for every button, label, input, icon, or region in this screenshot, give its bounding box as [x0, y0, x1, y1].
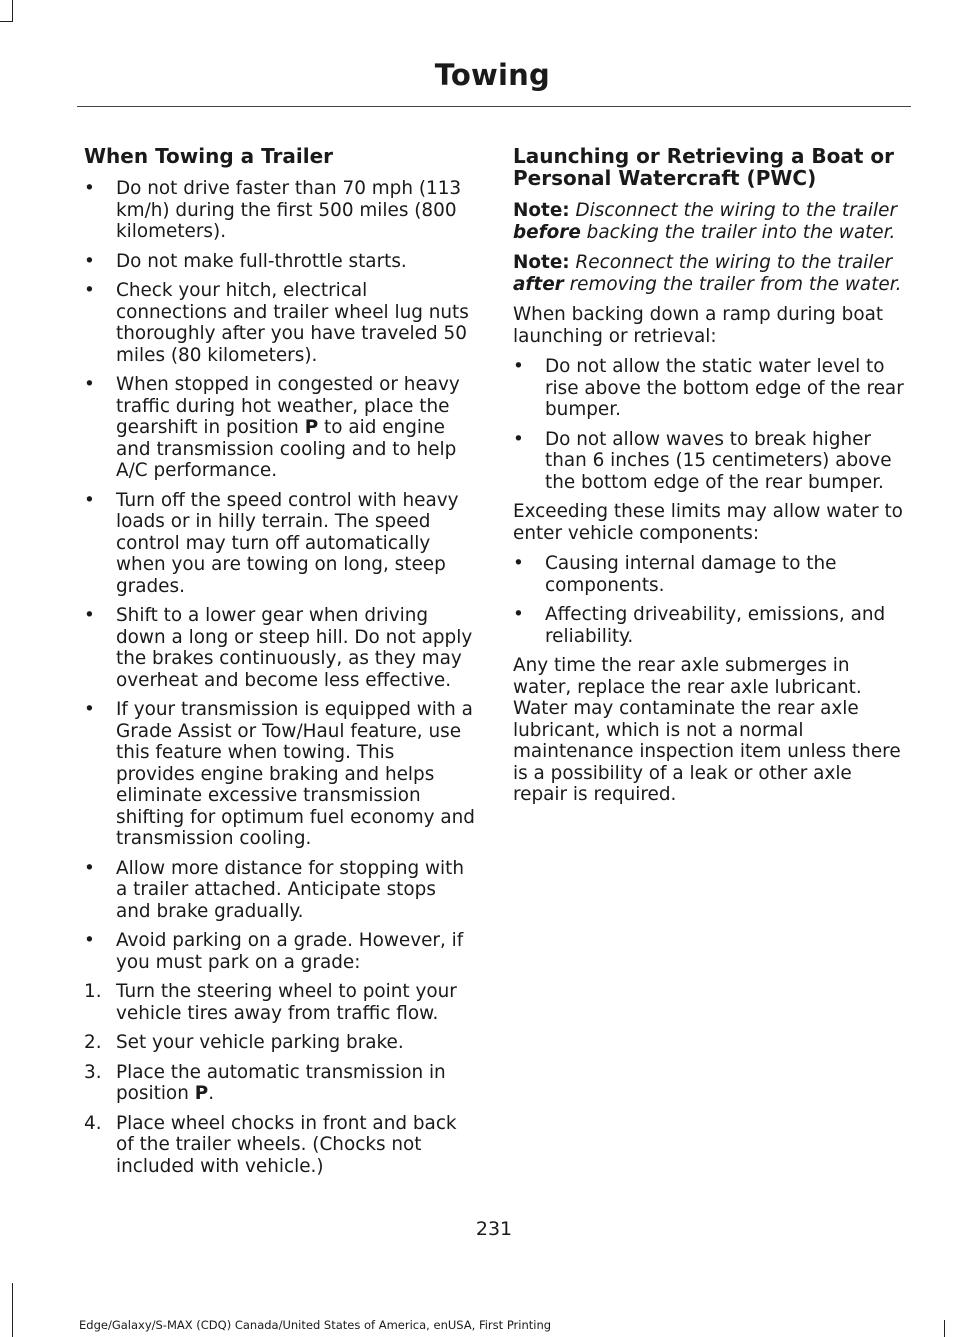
list-item: • Causing internal damage to the components. [513, 553, 837, 596]
crop-mark-top-left-vertical [12, 0, 13, 22]
ramp-intro: When backing down a ramp during boat launching or retrieval: [513, 304, 884, 347]
section-heading-boat-launch: Launching or Retrieving a Boat or Personal Watercraft (PWC) [513, 144, 895, 190]
gear-position-p: P [194, 1083, 209, 1104]
bullet-marker: • [513, 604, 524, 625]
bullet-marker: • [84, 374, 95, 395]
page-title: Towing [434, 58, 550, 92]
list-item-step-3: 3. Place the automatic transmission in position P. [84, 1061, 446, 1104]
list-item: • If your transmission is equipped with a Grade Assist or Tow/Haul feature, use this feature when towing. This provides engine braking and helps eliminate excessive transmission shifting for optimum fuel economy and transmission cooling. [84, 699, 475, 849]
list-item-step-4: 4. Place wheel chocks in front and back of the trailer wheels. (Chocks not included with vehicle.) [84, 1112, 457, 1177]
step-number: 3. [84, 1061, 102, 1083]
list-item-step-2: 2. Set your vehicle parking brake. [84, 1032, 404, 1053]
note-reconnect: Note: Reconnect the wiring to the trailer after removing the trailer from the water. [513, 252, 902, 295]
bullet-marker: • [84, 489, 95, 511]
list-item: • Shift to a lower gear when driving down a long or steep hill. Do not apply the brakes continuously, as they may overheat and become less effective. [84, 605, 473, 691]
towing-bullet-list [84, 178, 476, 973]
section-heading-towing: When Towing a Trailer [84, 144, 334, 168]
crop-mark-bottom-left-vertical [12, 1283, 13, 1337]
parking-steps-list [84, 981, 476, 1177]
ramp-bullet-list [513, 356, 909, 493]
page-number: 231 [475, 1218, 513, 1240]
right-column [513, 145, 909, 815]
crop-mark-bottom-right-vertical [944, 1320, 945, 1337]
crop-mark-top-left-horizontal [0, 21, 13, 22]
step-number: 2. [84, 1032, 102, 1053]
bullet-marker: • [84, 930, 95, 951]
bullet-marker: • [513, 356, 524, 377]
bullet-marker: • [513, 553, 524, 574]
note-disconnect: Note: Disconnect the wiring to the trailer before backing the trailer into the water. [513, 200, 898, 243]
bullet-marker: • [84, 280, 95, 301]
exceed-limits-text: Exceeding these limits may allow water to enter vehicle components: [513, 501, 903, 544]
gear-position-p: P [304, 417, 319, 438]
bullet-marker: • [84, 605, 95, 626]
effects-bullet-list [513, 553, 909, 647]
list-item: • Affecting driveability, emissions, and reliability. [513, 604, 886, 647]
bullet-marker: • [84, 699, 95, 720]
bullet-marker: • [84, 250, 95, 272]
list-item: • Do not make full-throttle starts. [84, 250, 407, 272]
left-column [84, 145, 476, 1185]
list-item: • Allow more distance for stopping with a trailer attached. Anticipate stops and brake gradually. [84, 857, 465, 922]
list-item: • Avoid parking on a grade. However, if you must park on a grade: [84, 930, 464, 973]
step-number: 1. [84, 981, 102, 1002]
list-item-step-1: 1. Turn the steering wheel to point your vehicle tires away from traffic flow. [84, 981, 457, 1024]
rear-axle-paragraph: Any time the rear axle submerges in water, replace the rear axle lubricant. Water may contaminate the rear axle lubricant, which is not a normal maintenance inspection item unless there is a possibility of a leak or other axle repair is required. [513, 655, 901, 805]
bullet-marker: • [84, 857, 95, 879]
header-rule [77, 106, 911, 107]
step-number: 4. [84, 1112, 102, 1134]
footer-edition: Edge/Galaxy/S-MAX (CDQ) Canada/United States of America, enUSA, First Printing [79, 1318, 552, 1332]
list-item: • Turn off the speed control with heavy loads or in hilly terrain. The speed control may turn off automatically when you are towing on long, steep grades. [84, 489, 459, 597]
list-item: • Check your hitch, electrical connections and trailer wheel lug nuts thoroughly after you have traveled 50 miles (80 kilometers). [84, 280, 469, 366]
bullet-marker: • [84, 178, 95, 199]
list-item: • Do not allow the static water level to rise above the bottom edge of the rear bumper. [513, 356, 904, 420]
list-item: • Do not allow waves to break higher than 6 inches (15 centimeters) above the bottom edge of the rear bumper. [513, 428, 892, 493]
list-item: • When stopped in congested or heavy traffic during hot weather, place the gearshift in position P to aid engine and transmission cooling and to help A/C performance. [84, 374, 460, 481]
list-item: • Do not drive faster than 70 mph (113 km/h) during the first 500 miles (800 kilometers). [84, 178, 462, 242]
bullet-marker: • [513, 428, 524, 450]
